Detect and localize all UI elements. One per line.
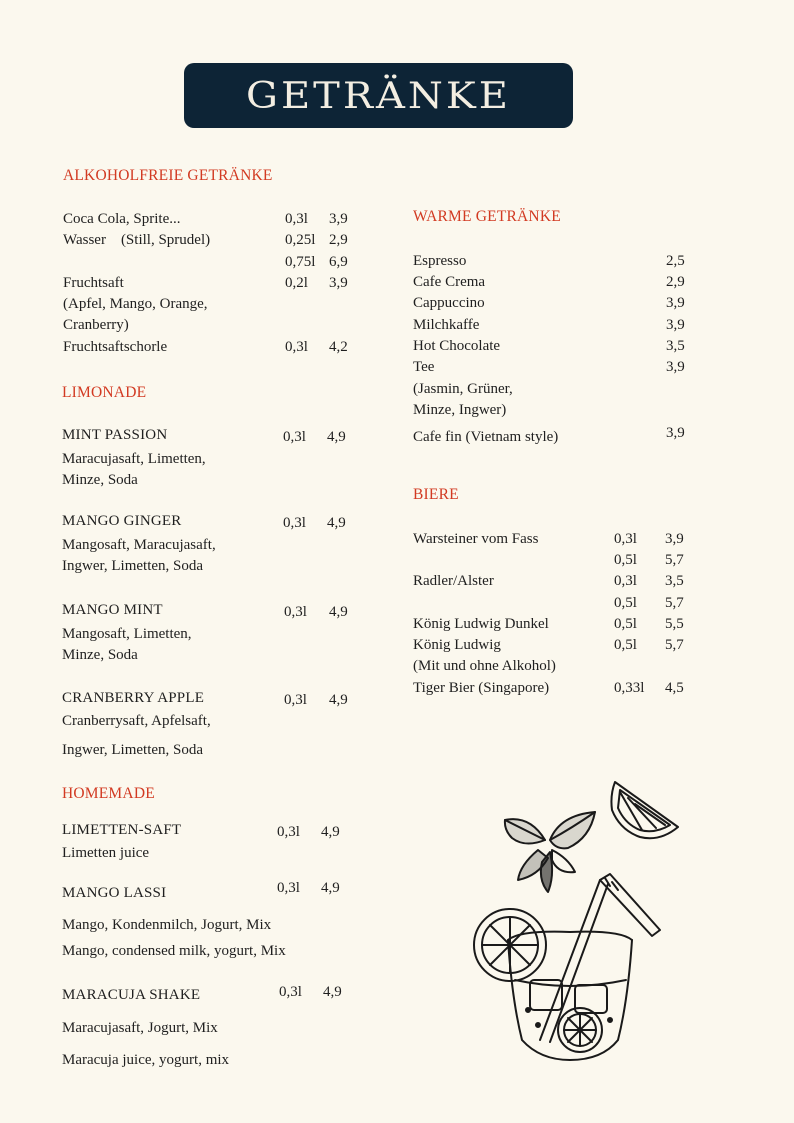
drink-name: LIMETTEN-SAFT [62,822,182,838]
title-banner [184,63,573,128]
item-size: 0,2l [285,275,308,291]
item-price: 4,9 [329,692,348,708]
item-size: 0,3l [283,515,306,531]
item-price: 4,9 [329,604,348,620]
item-size: 0,3l [285,211,308,227]
lime-wedge-icon [611,782,678,838]
item-price: 4,9 [323,984,342,1000]
item-size: 0,3l [277,824,300,840]
item-price: 2,9 [666,274,685,290]
item-name: Warsteiner vom Fass [413,531,539,547]
item-price: 3,9 [666,317,685,333]
item-name: Cafe fin (Vietnam style) [413,429,559,445]
section-heading-warm: WARME GETRÄNKE [413,208,561,225]
item-size: 0,3l [284,692,307,708]
item-price: 5,7 [665,595,684,611]
item-size: 0,25l [285,232,316,248]
item-name: König Ludwig [413,637,501,653]
item-size: 0,5l [614,637,637,653]
item-size: 0,3l [614,531,637,547]
item-size: 0,5l [614,552,637,568]
item-price: 3,9 [666,425,685,441]
item-price: 4,2 [329,339,348,355]
lime-slice-icon [474,909,546,981]
item-price: 4,9 [321,824,340,840]
item-note: (Mit und ohne Alkohol) [413,658,556,674]
item-price: 2,9 [329,232,348,248]
item-name: Tee [413,359,435,375]
drink-description: Maracujasaft, Jogurt, Mix [62,1020,218,1036]
item-name: Espresso [413,253,467,269]
item-name: Tiger Bier (Singapore) [413,680,550,696]
section-heading-limonade: LIMONADE [62,384,147,401]
drink-description: Maracuja juice, yogurt, mix [62,1052,230,1068]
drink-description: Mango, Kondenmilch, Jogurt, Mix [62,917,272,933]
item-price: 5,7 [665,637,684,653]
item-note: (Jasmin, Grüner, [413,381,513,397]
drink-description: Limetten juice [62,845,150,861]
item-size: 0,3l [614,573,637,589]
item-size: 0,33l [614,680,645,696]
item-price: 4,9 [327,515,346,531]
item-size: 0,3l [279,984,302,1000]
item-price: 4,5 [665,680,684,696]
item-name: Cafe Crema [413,274,486,290]
drink-description: Mangosaft, Maracujasaft, [62,537,216,553]
item-price: 3,9 [665,531,684,547]
item-name: Cappuccino [413,295,485,311]
item-note: Minze, Ingwer) [413,402,507,418]
item-note: (Apfel, Mango, Orange, [63,296,208,312]
drink-name: MANGO LASSI [62,885,167,901]
section-heading-homemade: HOMEMADE [62,785,155,802]
drink-description: Minze, Soda [62,472,138,488]
mint-leaves-icon [505,812,595,892]
page-title: GETRÄNKE [246,74,511,117]
drink-description: Cranberrysaft, Apfelsaft, [62,713,211,729]
item-name: Hot Chocolate [413,338,501,354]
drink-description: Mango, condensed milk, yogurt, Mix [62,943,286,959]
drink-name: CRANBERRY APPLE [62,690,205,706]
drink-description: Ingwer, Limetten, Soda [62,742,204,758]
item-size: 0,5l [614,595,637,611]
drink-name: MANGO MINT [62,602,163,618]
item-name: Fruchtsaft [63,275,124,291]
drink-name: MINT PASSION [62,427,168,443]
drink-description: Mangosaft, Limetten, [62,626,192,642]
item-name: Coca Cola, Sprite... [63,211,181,227]
drink-name: MANGO GINGER [62,513,182,529]
item-price: 3,5 [666,338,685,354]
item-price: 5,5 [665,616,684,632]
item-size: 0,3l [284,604,307,620]
item-price: 3,5 [665,573,684,589]
item-price: 6,9 [329,254,348,270]
item-price: 3,9 [329,211,348,227]
item-price: 2,5 [666,253,685,269]
item-size: 0,3l [283,429,306,445]
item-price: 3,9 [329,275,348,291]
item-size: 0,5l [614,616,637,632]
item-price: 4,9 [327,429,346,445]
section-heading-biere: BIERE [413,486,459,503]
section-heading-alkoholfrei: ALKOHOLFREIE GETRÄNKE [63,167,273,184]
item-price: 4,9 [321,880,340,896]
item-size: 0,75l [285,254,316,270]
item-price: 5,7 [665,552,684,568]
item-name: Wasser (Still, Sprudel) [63,232,211,248]
drink-description: Maracujasaft, Limetten, [62,451,206,467]
drink-description: Ingwer, Limetten, Soda [62,558,204,574]
item-name: Milchkaffe [413,317,480,333]
straw-icon [540,874,660,1042]
drink-name: MARACUJA SHAKE [62,987,201,1003]
glass-icon [508,932,632,1060]
item-size: 0,3l [277,880,300,896]
item-name: Radler/Alster [413,573,494,589]
cocktail-glass-icon [460,770,690,1070]
item-price: 3,9 [666,359,685,375]
item-price: 3,9 [666,295,685,311]
item-size: 0,3l [285,339,308,355]
item-note: Cranberry) [63,317,129,333]
item-name: Fruchtsaftschorle [63,339,168,355]
item-name: König Ludwig Dunkel [413,616,549,632]
drink-description: Minze, Soda [62,647,138,663]
